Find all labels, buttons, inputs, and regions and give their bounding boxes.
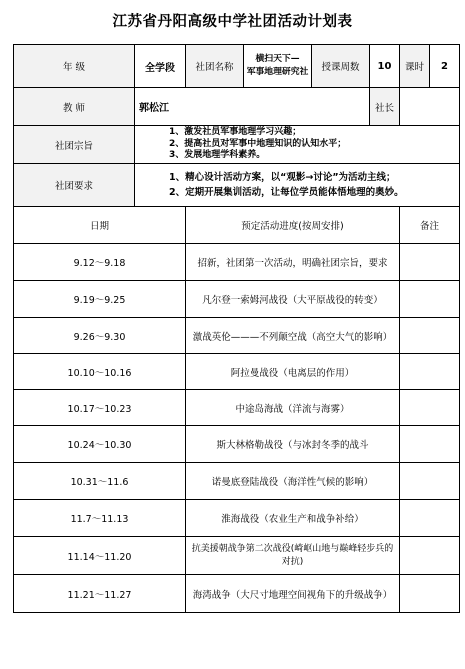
club-name-line2: 军事地理研究社 [246,67,309,77]
row-note [400,575,460,613]
req-item: 2、定期开展集训活动，让每位学员能体悟地理的奥妙。 [169,187,404,198]
grade-label: 年 级 [14,45,135,88]
header-date: 日期 [14,207,186,244]
row-activity: 中途岛海战（洋流与海雾） [186,390,400,426]
hours-value: 2 [430,45,460,88]
teacher-value: 郭松江 [135,88,370,126]
teacher-label: 教 师 [14,88,135,126]
row-date: 9.12～9.18 [14,244,186,281]
row-date: 10.31～11.6 [14,463,186,500]
row-note [400,537,460,575]
aim-label: 社团宗旨 [14,126,135,164]
row-note [400,244,460,281]
table-row [14,537,460,575]
row-note [400,354,460,390]
table-row [14,318,460,354]
grade-value: 全学段 [135,45,186,88]
aim-content [135,126,460,164]
row-note [400,318,460,354]
row-activity [186,537,400,575]
row-date: 11.7～11.13 [14,500,186,537]
leader-label: 社长 [370,88,400,126]
row-activity-line2: 对抗) [281,556,304,567]
row-activity: 诺曼底登陆战役（海洋性气候的影响） [186,463,400,500]
header-activity: 预定活动进度(按周安排) [186,207,400,244]
row-note [400,500,460,537]
club-name-line1: 横扫天下— [255,54,300,64]
row-date: 11.21～11.27 [14,575,186,613]
aim-item: 1、激发社员军事地理学习兴趣； [169,127,302,138]
table-row [14,281,460,318]
row-note [400,281,460,318]
row-date: 9.26～9.30 [14,318,186,354]
club-name-label: 社团名称 [186,45,244,88]
row-note [400,426,460,463]
table-row [14,244,460,281]
leader-value [400,88,460,126]
row-activity: 淮海战役（农业生产和战争补给） [186,500,400,537]
row-note [400,463,460,500]
hours-label: 课时 [400,45,430,88]
table-row [14,426,460,463]
weeks-value: 10 [370,45,400,88]
row-activity-line1: 抗美援朝战争第二次战役(崎岖山地与巅峰轻步兵的 [191,543,394,554]
table-row [14,500,460,537]
info-row-req [14,164,460,207]
table-row [14,354,460,390]
row-date: 10.24～10.30 [14,426,186,463]
schedule-header [14,207,460,244]
req-item: 1、精心设计活动方案，以“观影→讨论”为活动主线； [169,172,396,183]
req-content [135,164,460,207]
header-note: 备注 [400,207,460,244]
table-row [14,463,460,500]
row-activity: 激战英伦———不列颠空战（高空大气的影响） [186,318,400,354]
row-note [400,390,460,426]
aim-item: 3、发展地理学科素养。 [169,150,266,161]
row-activity: 阿拉曼战役（电离层的作用） [186,354,400,390]
row-date: 10.17～10.23 [14,390,186,426]
weeks-label: 授课周数 [312,45,370,88]
plan-table [13,44,460,613]
aim-item: 2、提高社员对军事中地理知识的认知水平； [169,138,347,149]
info-row-teacher [14,88,460,126]
row-activity: 凡尔登一索姆河战役（大平原战役的转变） [186,281,400,318]
row-activity: 斯大林格勒战役（与冰封冬季的战斗 [186,426,400,463]
row-date: 9.19～9.25 [14,281,186,318]
table-row [14,390,460,426]
info-row-aim [14,126,460,164]
page-title: 江苏省丹阳高级中学社团活动计划表 [112,13,353,30]
table-row [14,575,460,613]
row-date: 11.14～11.20 [14,537,186,575]
row-activity: 招新，社团第一次活动，明确社团宗旨，要求 [186,244,400,281]
info-row-grade [14,45,460,88]
club-name-value [244,45,312,88]
req-label: 社团要求 [14,164,135,207]
row-date: 10.10～10.16 [14,354,186,390]
row-activity: 海湾战争（大尺寸地理空间视角下的升级战争） [186,575,400,613]
